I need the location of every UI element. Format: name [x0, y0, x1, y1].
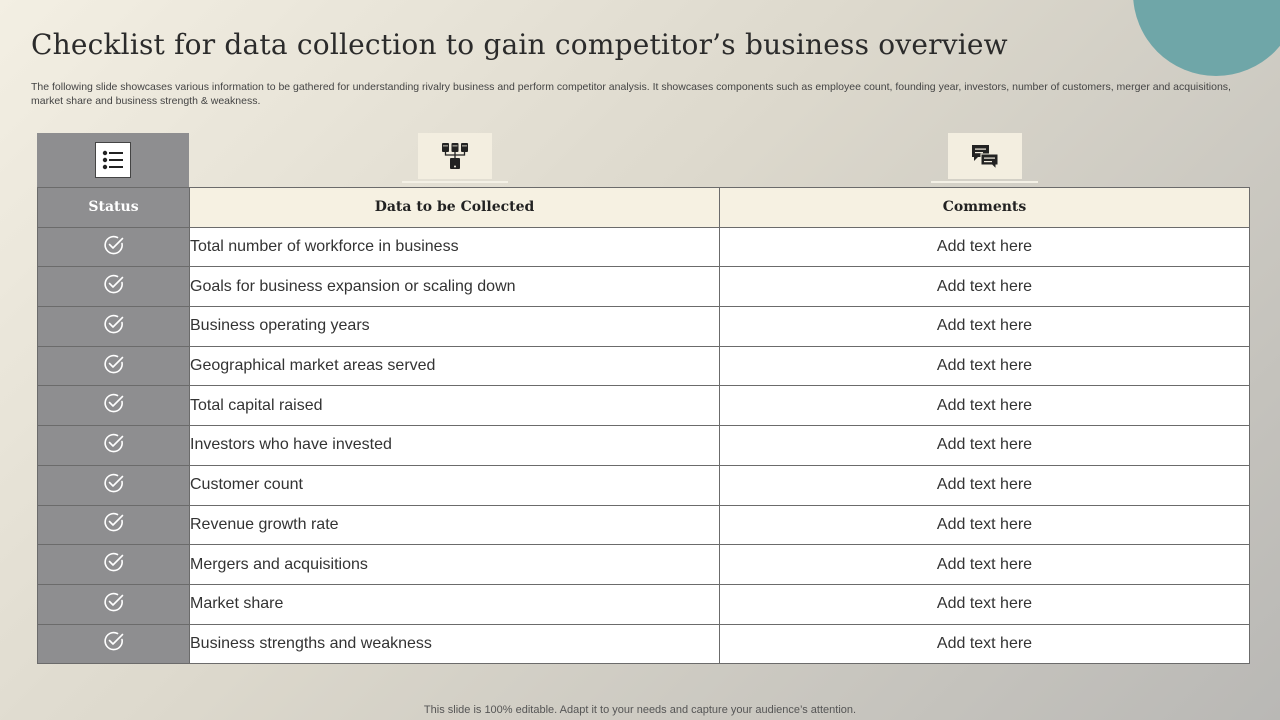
check-circle-icon	[103, 432, 125, 459]
comment-cell[interactable]: Add text here	[720, 545, 1250, 585]
status-cell	[38, 584, 190, 624]
status-header-icon-box	[37, 133, 189, 187]
slide-title: Checklist for data collection to gain competitor’s business overview	[31, 28, 1008, 61]
table-row	[38, 465, 1250, 505]
comment-cell[interactable]: Add text here	[720, 624, 1250, 664]
check-circle-icon	[103, 353, 125, 380]
table-row	[38, 386, 1250, 426]
status-cell	[38, 505, 190, 545]
comment-cell[interactable]: Add text here	[720, 426, 1250, 466]
check-circle-icon	[103, 591, 125, 618]
table-row	[38, 545, 1250, 585]
comment-cell[interactable]: Add text here	[720, 386, 1250, 426]
slide-subtitle: The following slide showcases various information to be gathered for understanding rivalry business and perform competitor analysis. It showcases components such as employee count, founding year, investors, number of customers, merger and acquisitions, market share and business strength & weakness.	[31, 81, 1231, 107]
data-cell: Business operating years	[190, 307, 720, 347]
table-row	[38, 307, 1250, 347]
slide-footer: This slide is 100% editable. Adapt it to your needs and capture your audience’s attention.	[423, 704, 857, 716]
table-row	[38, 227, 1250, 267]
data-cell: Customer count	[190, 465, 720, 505]
data-cell: Market share	[190, 584, 720, 624]
check-circle-icon	[103, 551, 125, 578]
status-cell	[38, 465, 190, 505]
status-cell	[38, 624, 190, 664]
table-row	[38, 584, 1250, 624]
status-cell	[38, 346, 190, 386]
comment-cell[interactable]: Add text here	[720, 465, 1250, 505]
comments-icon-underline	[931, 181, 1038, 183]
status-cell	[38, 386, 190, 426]
data-cell: Geographical market areas served	[190, 346, 720, 386]
data-icon-underline	[402, 181, 508, 183]
comment-cell[interactable]: Add text here	[720, 227, 1250, 267]
data-cell: Total number of workforce in business	[190, 227, 720, 267]
table-row	[38, 505, 1250, 545]
data-cell: Revenue growth rate	[190, 505, 720, 545]
status-cell	[38, 545, 190, 585]
data-cell: Business strengths and weakness	[190, 624, 720, 664]
comment-cell[interactable]: Add text here	[720, 267, 1250, 307]
table-row	[38, 624, 1250, 664]
check-circle-icon	[103, 234, 125, 261]
status-cell	[38, 227, 190, 267]
check-circle-icon	[103, 511, 125, 538]
status-column-header: Status	[38, 188, 190, 228]
data-column-header: Data to be Collected	[190, 188, 720, 228]
data-cell: Total capital raised	[190, 386, 720, 426]
check-circle-icon	[103, 313, 125, 340]
checklist-icon	[95, 142, 131, 178]
table-row	[38, 426, 1250, 466]
data-cell: Investors who have invested	[190, 426, 720, 466]
table-row	[38, 267, 1250, 307]
data-cell: Goals for business expansion or scaling down	[190, 267, 720, 307]
comment-cell[interactable]: Add text here	[720, 584, 1250, 624]
check-circle-icon	[103, 472, 125, 499]
chat-bubbles-icon	[948, 133, 1022, 179]
comment-cell[interactable]: Add text here	[720, 307, 1250, 347]
comment-cell[interactable]: Add text here	[720, 505, 1250, 545]
status-cell	[38, 267, 190, 307]
check-circle-icon	[103, 630, 125, 657]
table-row	[38, 346, 1250, 386]
decorative-circle	[1133, 0, 1280, 76]
status-cell	[38, 426, 190, 466]
check-circle-icon	[103, 273, 125, 300]
comment-cell[interactable]: Add text here	[720, 346, 1250, 386]
data-cell: Mergers and acquisitions	[190, 545, 720, 585]
checklist-table	[37, 187, 1250, 664]
check-circle-icon	[103, 392, 125, 419]
status-cell	[38, 307, 190, 347]
comments-column-header: Comments	[720, 188, 1250, 228]
database-network-icon	[418, 133, 492, 179]
table-header-row	[38, 188, 1250, 228]
